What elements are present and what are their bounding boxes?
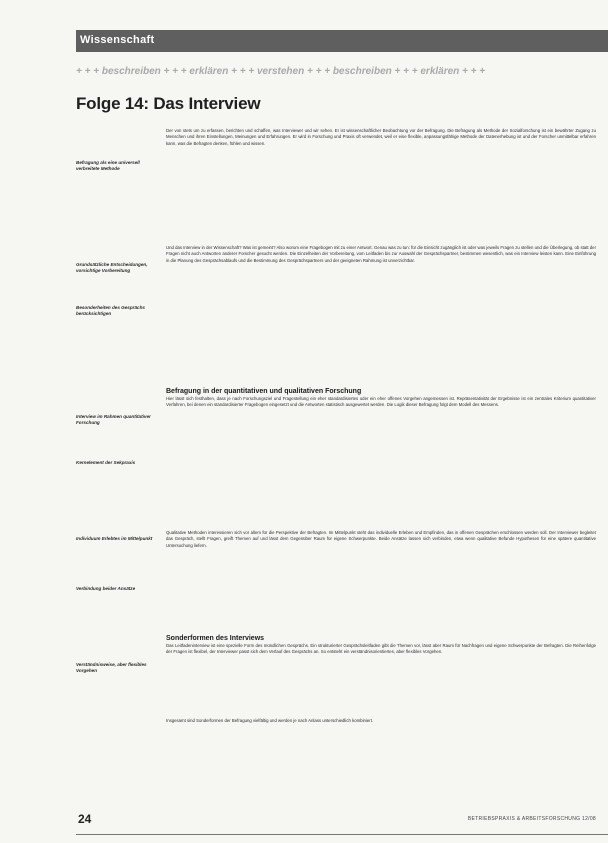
body-block-preparation <box>166 245 596 264</box>
article-title: Folge 14: Das Interview <box>76 94 261 113</box>
margin-note: Verbindung beider Ansätze <box>76 586 136 591</box>
section-label: Wissenschaft <box>80 34 155 46</box>
margin-note: Kernelement der Sekpraxis <box>76 460 136 465</box>
subheading: Befragung in der quantitativen und qualitativen Forschung <box>166 388 362 395</box>
section-header-bar <box>76 30 608 52</box>
paragraph: Hier lässt sich festhalten, dass je nach Forschungsziel und Fragestellung ein eher standardisiertes oder ein eher offenes Vorgehen angemessen ist. Repräsentativität der Ergebnisse ist ein zentrales Kriterium quantitativer Verfahren, bei denen ein standardisierter Fragebogen eingesetzt und die Antworten statistisch ausgewertet werden. Die Logik dieser Befragung folgt dem Modell des Messens. <box>166 396 596 408</box>
margin-note: Befragung als eine universell verbreitete Methode <box>76 160 140 171</box>
paragraph: Das Leitfadeninterview ist eine spezielle Form des mündlichen Gesprächs. Ein strukturierter Gesprächsleitfaden gibt die Themen vor, lässt aber Raum für Nachfragen und eigene Schwerpunkte der Befragten. Die Reihenfolge der Fragen ist flexibel, der Interviewer passt sich dem Verlauf des Gesprächs an. So entsteht ein verständnisorientiertes, aber flexibles Vorgehen. <box>166 643 596 655</box>
body-block-closing <box>166 718 596 724</box>
footer-divider <box>76 834 608 835</box>
page-number: 24 <box>78 812 92 826</box>
paragraph: Und das Interview in der Wissenschaft? Was ist gemeint? Also worum eine Fragebogen mit zu einer Antwort. Genau was zu tun: für die Einsicht zugänglich ist oder was jeweils Fragen zu stellen und die Überlegung, ob statt der Fragen nicht auch Antworten anderer Forscher gesucht werden. Die Einzelheiten der Vorbereitung, vom Leitfaden bis zur Auswahl der Gesprächspartner, bestimmen wesentlich, was ein Interview leisten kann. Eine Einführung in die Planung des Gesprächsablaufs und die Bestimmung des Gesprächspartners und der geeigneten Rahmung ist unverzichtbar. <box>166 245 596 263</box>
paragraph: Insgesamt sind Sonderformen der Befragung vielfältig und werden je nach Anlass unterschiedlich kombiniert. <box>166 718 374 723</box>
margin-note: Interview im Rahmen quantitativer Forschung <box>76 414 151 425</box>
margin-note: Besonderheiten des Gesprächs berücksichtigen <box>76 305 145 316</box>
margin-note: Individuum Erlebtes im Mittelpunkt <box>76 536 153 541</box>
body-block-section1 <box>166 387 596 409</box>
paragraph: Qualitative Methoden interessieren sich vor allem für die Perspektive der Befragten. Im Mittelpunkt steht das individuelle Erleben und Empfinden, das in offenen Gesprächen erschlossen werden soll. Der Interviewer begleitet das Gespräch, stellt Fragen, greift Themen auf und lässt dem Gegenüber Raum für eigene Schwerpunkte. Beide Ansätze lassen sich verbinden, etwa wenn qualitative Befunde Hypothesen für eine spätere quantitative Untersuchung liefern. <box>166 530 596 548</box>
margin-note: Grundsätzliche Entscheidungen, vorsichtige Vorbereitung <box>76 262 148 273</box>
paragraph: Der von stets um zu erfassen, berichten und schaffen, was Interviewer und wir sehen. Er ist wissenschaftlicher Beobachtung vor der Befragung. Die Befragung als Methode der Sozialforschung ist ein bewährter Zugang zu Menschen und ihren Einstellungen, Meinungen und Erfahrungen. Er wird in Forschung und Praxis oft verwendet, weil er eine flexible, anpassungsfähige Methode der Datenerhebung ist und der Forscher unmittelbar erfahren kann, was die Befragten denken, fühlen und wissen. <box>166 128 596 146</box>
keyword-band-text: + + + beschreiben + + + erklären + + + verstehen + + + beschreiben + + + erklären + + + <box>76 66 486 77</box>
body-block-intro <box>166 128 596 147</box>
body-block-qualitative <box>166 530 596 549</box>
margin-note: Verständnisweise, aber flexibles Vorgehen <box>76 662 147 673</box>
subheading: Sonderformen des Interviews <box>166 635 265 642</box>
keyword-band <box>76 66 608 78</box>
footer-source: BETRIEBSPRAXIS & ARBEITSFORSCHUNG 12/08 <box>467 816 596 822</box>
body-block-section2 <box>166 634 596 656</box>
